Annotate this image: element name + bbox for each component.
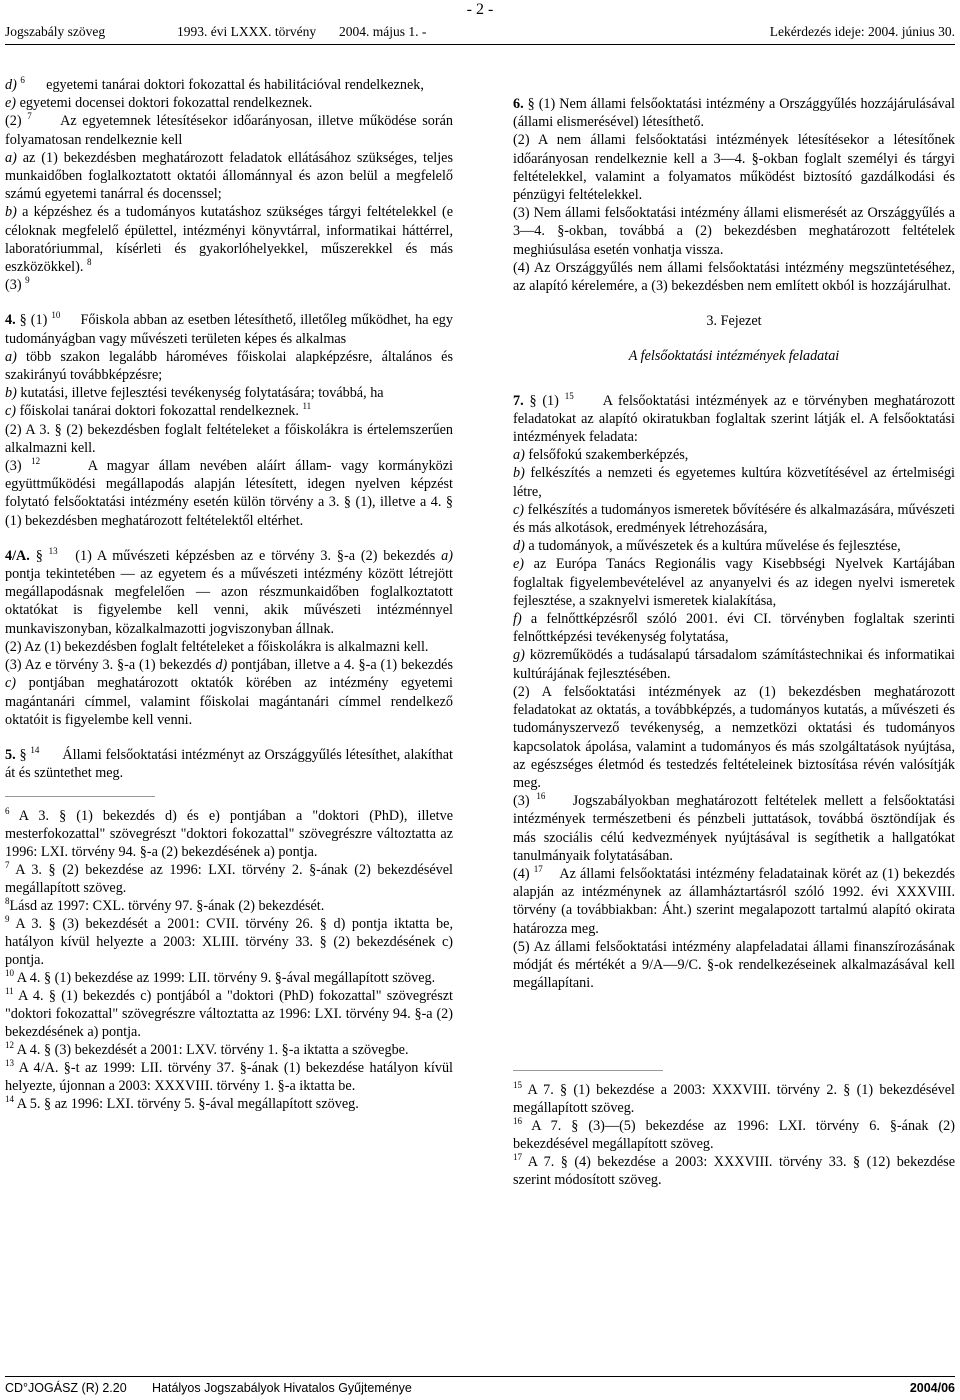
footer-rule	[5, 1376, 955, 1377]
header-rule	[5, 44, 955, 45]
footer-collection: Hatályos Jogszabályok Hivatalos Gyűjteménye	[152, 1381, 412, 1395]
footer-product: CD°JOGÁSZ (R) 2.20	[5, 1381, 127, 1395]
left-column: d) $^6$ egyetemi tanárai doktori fokozattal és habilitációval rendelkeznek, e) egyetemi docensei doktori fokozattal rendelkeznek. (2) $^7$ Az egyetemnek létesítésekor időarányosan, illetve működése során folyamatosan rendelkeznie kell a) az (1) bekezdésben meghatározott feladatok ellátásához szükséges, teljes munkaidőben foglalkoztatott oktatói állománnyal és azon belül a megfelelő számú egyetemi tanárral és docenssel; b) a képzéshez és a tudományos kutatáshoz szükséges tárgyi feltételekkel (e céloknak megfelelő épülettel, intézményi könyvtárral, informatikai háttérrel, laboratóriummal, kísérleti és gyakorlóhelyekkel, műszerekkel és más eszközökkel). $^8$ (3) $^9$ 4. § (1) $^{10}$ Főiskola abban az esetben létesíthető, illetőleg működhet, ha egy tudományágban vagy művészeti területen képes és alkalmas a) több szakon legalább hároméves főiskolai alapképzésre, általános és szakirányú továbbképzésre; b) kutatási, illetve fejlesztési tevékenység folytatására; továbbá, ha c) főiskolai tanárai doktori fokozattal rendelkeznek. $^{11}$ (2) A 3. § (2) bekezdésben foglalt feltételeket a főiskolákra is értelemszerűen alkalmazni kell. (3) $^{12}$ A magyar állam nevében aláírt állam- vagy kormányközi együttműködési megállapodás alapján létesített, idegen nyelven képzést folytató felsőoktatási intézmény esetén külön törvény a 3. § (1), illetve a 4. § (1) bekezdésben meghatározott feltételektől eltérhet. 4/A. § $^{13}$ (1) A művészeti képzésben az e törvény 3. §-a (2) bekezdés a) pontja tekintetében — az egyetem és a művészeti intézmény között létrejött megállapodásnak megfelelően — azon részmunkaidőben foglalkoztatott oktatókat is figyelembe kell venni, akik művészeti intézménnyel munkaviszonyban, közalkalmazotti jogviszonyban állnak. (2) Az (1) bekezdésben foglalt feltételeket a főiskolákra is alkalmazni kell. (3) Az e törvény 3. §-a (1) bekezdés d) pontjában, illetve a 4. §-a (1) bekezdés c) pontjában meghatározott oktatók körében az intézmény egyetemi magántanári címmel, valamint főiskolai magántanári címmel rendelkező oktatóit is figyelembe kell venni. 5. § $^{14}$ Állami felsőoktatási intézményt az Országgyűlés létesíthet, alakíthat át és szüntethet meg. $^6$ A 3. § (1) bekezdés d) és e) pontjában a "doktori (PhD), illetve mesterfokozattal" szövegrészt "doktori fokozattal" szövegrészre változtatta az 1996: LXI. törvény 94. §-a (2) bekezdésének a) pontja. $^7$ A 3. § (2) bekezdése az 1996: LXI. törvény 2. §-ának (2) bekezdésével megállapított szöveg. $^8$Lásd az 1997: CXL. törvény 97. §-ának (2) bekezdését. $^9$ A 3. § (3) bekezdését a 2001: CVII. törvény 26. § d) pontja iktatta be, hatályon kívül helyezte a 2003: XLIII. törvény 33. § (2) bekezdésének c) pontja. $^{10}$ A 4. § (1) bekezdése az 1999: LII. törvény 9. §-ával megállapított szöveg. $^{11}$ A 4. § (1) bekezdés c) pontjából a "doktori (PhD) fokozattal" szövegrészt "doktori fokozattal" szövegrészre változtatta az 1996: LXI. törvény 94. §-a (2) bekezdésének a) pontja. $^{12}$ A 4. § (3) bekezdését a 2001: LXV. törvény 1. §-a iktatta a szövegbe. $^{13}$ A 4/A. §-t az 1999: LII. törvény 37. §-ának (1) bekezdése hatályon kívül helyezte, újonnan a 2003: XXXVIII. törvény 1. §-a iktatta be. $^{14}$ A 5. § az 1996: LXI. törvény 5. §-ával megállapított szöveg.	[5, 75, 453, 1113]
page-number: - 2 -	[466, 1, 494, 18]
header-date: 2004. május 1. -	[339, 24, 427, 39]
header-law: 1993. évi LXXX. törvény	[177, 24, 317, 39]
right-column: 6. § (1) Nem állami felsőoktatási intézmény a Országgyűlés hozzájárulásával (állami elismerésével) létesíthető. (2) A nem állami felsőoktatási intézmények létesítésekor a létesítőnek időarányosan rendelkeznie kell a 3—4. §-okban foglalt személyi és tárgyi feltételekkel, valamint a folyamatos működést biztosító gazdálkodási és pénzügyi feltételekkel. (3) Nem állami felsőoktatási intézmény állami elismerését az Országgyűlés a 3—4. §-okban, továbbá a (2) bekezdésben meghatározott feltételek meghiúsulása esetén vonhatja vissza. (4) Az Országgyűlés nem állami felsőoktatási intézmény megszüntetéséhez, az alapító kérelemére, a (3) bekezdésben nem említett okból is hozzájárulhat. 3. Fejezet A felsőoktatási intézmények feladatai 7. § (1) $^{15}$ A felsőoktatási intézmények az e törvényben meghatározott feladatokat az alapító okiratukban foglaltak szerint látják el. A felsőoktatási intézmények feladata: a) felsőfokú szakemberképzés, b) felkészítés a nemzeti és egyetemes kultúra közvetítésével az értelmiségi létre, c) felkészítés a tudományos ismeretek bővítésére és alkalmazására, művészeti és más alkotások, eredmények létrehozására, d) a tudományok, a művészetek és a kultúra művelése és fejlesztése, e) az Európa Tanács Regionális vagy Kisebbségi Nyelvek Kartájában foglaltak figyelembevételével az anyanyelvi és az idegen nyelvi ismeretek fejlesztése, a szaknyelvi ismeretek kialakítása, f) a felnőttképzésről szóló 2001. évi CI. törvényben foglaltak szerinti felnőttképzési tevékenység folytatása, g) közreműködés a tudásalapú társadalom számítástechnikai és informatikai kultúrájának fejlesztésében. (2) A felsőoktatási intézmények az (1) bekezdésben meghatározott feladatokat az oktatás, a továbbképzés, a tudományos kutatás, a művészeti és tudományszervező tevékenység, a nemzetközi oktatási és tudományos kapcsolatok ápolása, valamint a tudományos és más szolgáltatások nyújtása, az egészséges életmód és testedzés feltételeinek biztosítása révén valósítják meg. (3) $^{16}$ Jogszabályokban meghatározott feltételek mellett a felsőoktatási intézmények természetbeni és pénzbeli juttatások, továbbá ösztöndíjak és más szociális célú kedvezmények nyújtásával is segíthetik a hallgatókat tanulmányaik folytatásában. (4) $^{17}$ Az állami felsőoktatási intézmény feladatainak körét az (1) bekezdés alapján az intézménynek az államháztartásról szóló 1992. évi XXXVIII. törvény (a továbbiakban: Áht.) szerint megalapozott tartalmú alapító okirata határozza meg. (5) Az állami felsőoktatási intézmény alapfeladatai állami finanszírozásának módját és mértékét a 9/A—9/C. §-ok rendelkezéseinek alkalmazásával kell megállapítani. $^{15}$ A 7. § (1) bekezdése a 2003: XXXVIII. törvény 2. § (1) bekezdésével megállapított szöveg. $^{16}$ A 7. § (3)—(5) bekezdése az 1996: LXI. törvény 6. §-ának (2) bekezdésével megállapított szöveg. $^{17}$ A 7. § (4) bekezdése a 2003: XXXVIII. törvény 33. § (12) bekezdése szerint módosított szöveg.	[513, 96, 956, 1189]
header-doc-type: Jogszabály szöveg	[5, 24, 106, 39]
footer-issue: 2004/06	[909, 1381, 955, 1395]
header-query-date: Lekérdezés ideje: 2004. június 30.	[769, 24, 955, 39]
